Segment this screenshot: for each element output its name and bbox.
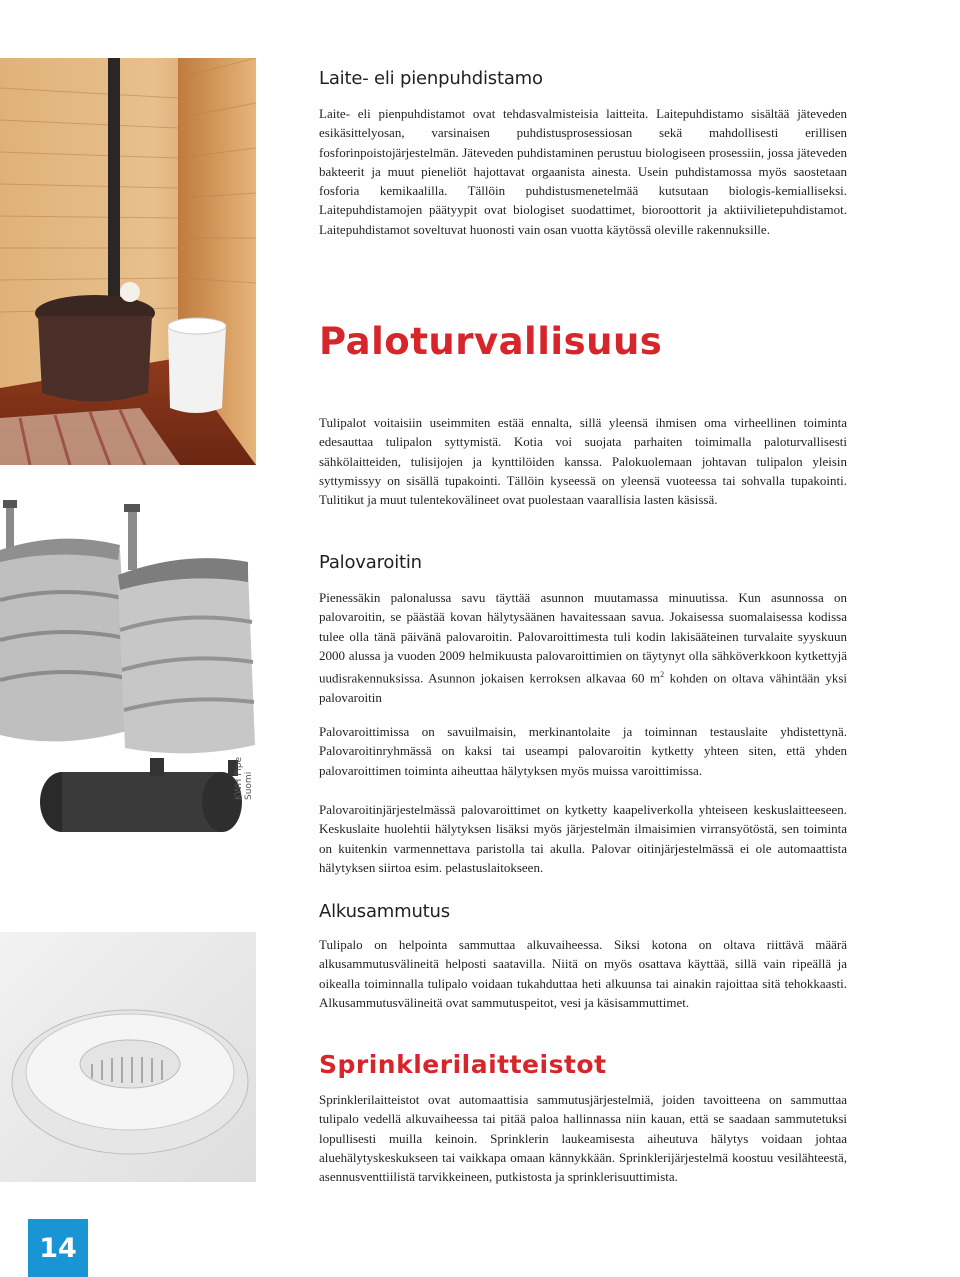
page-number: 14: [28, 1219, 88, 1277]
paragraph-palovaroitin-3: Palovaroitinjärjestelmässä palovaroittimet on kytketty kaapeliverkolla yhteiseen keskuslaitteeseen. Keskuslaite huolehtii hälytyksen lisäksi myös järjestelmän ilmaisimien virransyötöstä, sen toiminta on kuitenkin varmennettava paristolla tai akulla. Palovar oitinjärjestelmässä ei ole automaattista hälytyksen siirtoa esim. pelastuslaitokseen.: [319, 802, 847, 875]
heading-laite-pienpuhdistamo: Laite- eli pienpuhdistamo: [319, 68, 543, 89]
heading-alkusammutus: Alkusammutus: [319, 901, 450, 922]
photo-dry-toilet-room: [0, 58, 256, 465]
paragraph-palovaroitin-2: Palovaroittimissa on savuilmaisin, merkinantolaite ja toiminnan testauslaite yhdistettynä. Palovaroitinryhmässä on kaksi tai useampi palovaroitin kytketty yhteen siten, että yhden palovaroittimen toiminta aiheuttaa hälytyksen myös muissa varoittimissa.: [319, 724, 847, 778]
photo-smoke-detector: [0, 932, 256, 1182]
text-run: Pienessäkin palonalussa savu täyttää asunnon muutamassa minuutissa. Kun asunnossa on palovaroitin, se päästää kovan hälytysäänen havaitessaan savua. Jokaisessa suomalaisessa kodissa tulee olla tänä päivänä palovaroitin. Palovaroittimesta tuli kodin lakisääteinen turvalaite syyskuun 2000 alussa ja vuoden 2009 helmikuusta palovaroittimien on täytynyt olla sähköverkkoon kytkettyjä uudisrakennuksissa. Asunnon jokaisen kerroksen alkavaa 60 m: [319, 590, 847, 686]
heading-sprinklerilaitteistot: Sprinklerilaitteistot: [319, 1050, 607, 1079]
text-run: kohden on oltava vähintään yksi palovaroitin: [319, 670, 847, 705]
photo-treatment-tanks: [0, 490, 270, 890]
paragraph-paloturvallisuus: Tulipalot voitaisiin useimmiten estää ennalta, sillä yleensä ihmisen oma virheellinen toiminta edesauttaa tulipalon syttymistä. Kotia voi suojata parhaiten toimimalla paloturvallisesti sähkölaitteiden, tulisijojen ja kynttilöiden kanssa. Palokuolemaan johtavan tulipalon yleisin syttymissyy on sisällä tupakointi. Tällöin kyseessä on yleensä vuoteessa tai sohvalla tupakointi. Tulitikut ja muut tulentekovälineet ovat puolestaan vaarallisia lasten käsissä.: [319, 415, 847, 508]
paragraph-sprinklerilaitteistot: Sprinklerilaitteistot ovat automaattisia sammutusjärjestelmiä, joiden tavoitteena on sammuttaa tulipalo vedellä alkuvaiheessa tai pitää paloa hallinnassa niin kauan, että se saadaan sammutetuksi lopullisesti muilla keinoin. Sprinklerin laukeamisesta aiheutuva hälytys voidaan johtaa aluehälytyskeskukseen tai vaikkapa omaan kännykkään. Sprinklerijärjestelmä koostuu vesilähteestä, asennusventtiilistä tarvikkeineen, putkistosta ja sprinklerisuuttimista.: [319, 1092, 847, 1185]
paragraph-pienpuhdistamo: Laite- eli pienpuhdistamot ovat tehdasvalmisteisia laitteita. Laitepuhdistamo sisältää jäteveden esikäsittelyosan, varsinaisen puhdistusprosessiosan sekä mahdollisesti erillisen fosforinpoistojärjestelmän. Jäteveden puhdistaminen perustuu biologiseen prosessiin, jossa jäteveden bakteerit ja muut pieneliöt hajottavat orgaanista ainesta. Usein puhdistamossa myös saostetaan fosforia kemikaalilla. Tällöin puhdistusmenetelmää kutsutaan biologis-kemialliseksi. Laitepuhdistamojen päätyypit ovat biologiset suodattimet, bioroottorit ja aktiivilietepuhdistamot. Laitepuhdistamot soveltuvat huonosti vain osan vuotta käytössä oleville rakennuksille.: [319, 106, 847, 237]
heading-palovaroitin: Palovaroitin: [319, 552, 422, 573]
paragraph-alkusammutus: Tulipalo on helpointa sammuttaa alkuvaiheessa. Siksi kotona on oltava riittävä määrä alkusammutusvälineitä helposti saatavilla. Niitä on myös osattava käyttää, sillä vain ripeällä ja oikealla toiminnalla tulipalo voidaan tukahduttaa heti alkuunsa tai ainakin rajoittaa sitä tehokkaasti. Alkusammutusvälineitä ovat sammutuspeitot, vesi ja käsisammuttimet.: [319, 937, 847, 1010]
paragraph-palovaroitin-1: [319, 588, 847, 707]
image-credit: KWH Pipe Suomi: [234, 756, 254, 800]
superscript: 2: [660, 670, 665, 680]
heading-paloturvallisuus: Paloturvallisuus: [319, 320, 663, 363]
